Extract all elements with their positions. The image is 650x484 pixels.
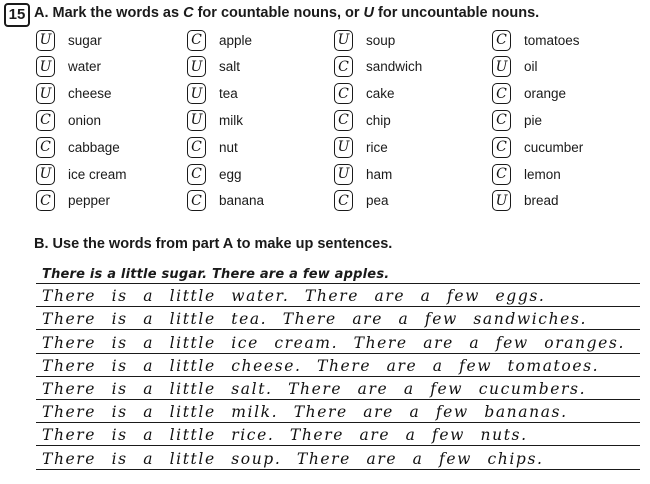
noun-word: pepper — [68, 193, 111, 209]
answer-line — [36, 448, 640, 470]
noun-item — [492, 29, 580, 51]
part-a-heading-suffix: for uncountable nouns. — [374, 5, 540, 21]
noun-item — [187, 56, 240, 78]
handwritten-sentence[interactable]: There is a little water. There are a few eggs. — [42, 287, 546, 306]
noun-item — [334, 136, 388, 158]
noun-word: water — [68, 59, 102, 75]
noun-item — [36, 109, 101, 131]
noun-word: nut — [219, 139, 238, 155]
noun-grid — [36, 29, 646, 219]
answer-box[interactable]: U — [334, 164, 353, 185]
noun-item — [334, 56, 422, 78]
answer-box[interactable]: C — [187, 30, 206, 51]
noun-item — [492, 190, 559, 212]
answer-box[interactable]: U — [36, 164, 55, 185]
example-line — [36, 262, 640, 284]
noun-word: chip — [366, 112, 391, 128]
noun-item — [334, 109, 391, 131]
answer-line — [36, 401, 640, 423]
answer-line — [36, 424, 640, 446]
example-rule — [36, 283, 640, 284]
handwritten-sentence[interactable]: There is a little salt. There are a few cucumbers. — [42, 380, 587, 398]
noun-word: pie — [524, 112, 543, 128]
part-a-heading-u: U — [363, 5, 375, 21]
answer-box[interactable]: C — [334, 190, 353, 211]
noun-item — [36, 83, 112, 105]
noun-word: onion — [68, 112, 102, 128]
noun-word: egg — [219, 166, 242, 182]
answer-box[interactable]: C — [334, 110, 353, 131]
answer-box[interactable]: U — [36, 30, 55, 51]
noun-item — [492, 83, 566, 105]
answer-box[interactable]: U — [36, 56, 55, 77]
noun-word: milk — [219, 112, 243, 128]
answer-box[interactable]: U — [187, 83, 206, 104]
noun-word: ice cream — [68, 166, 127, 182]
part-a-heading-prefix: A. Mark the words as — [34, 5, 184, 21]
noun-word: tea — [219, 86, 238, 102]
answer-box[interactable]: U — [492, 190, 511, 211]
writing-rule — [36, 329, 640, 330]
answer-box[interactable]: C — [334, 56, 353, 77]
handwritten-sentence[interactable]: There is a little milk. There are a few bananas. — [42, 403, 568, 422]
part-a-heading-middle: for countable nouns, or — [193, 5, 364, 21]
noun-item — [187, 163, 242, 185]
writing-rule — [36, 353, 640, 354]
answer-line — [36, 378, 640, 400]
answer-box[interactable]: C — [492, 30, 511, 51]
answer-box[interactable]: U — [334, 30, 353, 51]
answer-box[interactable]: U — [36, 83, 55, 104]
noun-word: cheese — [68, 86, 112, 102]
answer-line — [36, 308, 640, 330]
noun-word: apple — [219, 32, 253, 48]
writing-rule — [36, 469, 640, 470]
noun-item — [334, 190, 389, 212]
noun-word: lemon — [524, 166, 561, 182]
answer-box[interactable]: C — [187, 137, 206, 158]
exercise-number-badge: 15 — [4, 3, 30, 27]
noun-word: sandwich — [366, 59, 423, 75]
noun-item — [187, 29, 252, 51]
writing-rule — [36, 445, 640, 446]
noun-item — [187, 83, 238, 105]
noun-item — [334, 163, 392, 185]
answer-line — [36, 285, 640, 307]
handwritten-sentence[interactable]: There is a little cheese. There are a few tomatoes. — [42, 356, 600, 375]
noun-item — [492, 163, 561, 185]
answer-box[interactable]: U — [187, 56, 206, 77]
noun-word: soup — [366, 32, 396, 48]
noun-word: banana — [219, 193, 265, 209]
noun-item — [187, 136, 238, 158]
noun-word: ham — [366, 166, 393, 182]
answer-box[interactable]: U — [187, 110, 206, 131]
handwritten-sentence[interactable]: There is a little rice. There are a few nuts. — [42, 426, 528, 445]
noun-item — [492, 136, 583, 158]
noun-item — [492, 56, 538, 78]
answer-line — [36, 355, 640, 377]
noun-item — [36, 136, 120, 158]
part-a-heading — [34, 5, 539, 21]
noun-item — [36, 163, 127, 185]
part-a-heading-c: C — [183, 5, 194, 21]
noun-word: cabbage — [68, 139, 120, 155]
noun-item — [187, 190, 264, 212]
noun-item — [36, 29, 102, 51]
writing-rule — [36, 306, 640, 307]
noun-word: orange — [524, 86, 567, 102]
noun-word: sugar — [68, 32, 102, 48]
answer-box[interactable]: C — [187, 190, 206, 211]
noun-word: tomatoes — [524, 32, 580, 48]
answer-box[interactable]: C — [492, 164, 511, 185]
noun-item — [334, 83, 395, 105]
noun-word: bread — [524, 193, 559, 209]
answer-box[interactable]: C — [36, 137, 55, 158]
answer-box[interactable]: C — [492, 110, 511, 131]
handwritten-sentence[interactable]: There is a little soup. There are a few chips. — [42, 449, 544, 468]
answer-box[interactable]: C — [492, 83, 511, 104]
noun-item — [36, 190, 110, 212]
answer-box[interactable]: U — [334, 137, 353, 158]
writing-rule — [36, 422, 640, 423]
answer-box[interactable]: C — [492, 137, 511, 158]
handwritten-sentence[interactable]: There is a little tea. There are a few sandwiches. — [42, 310, 588, 329]
handwritten-sentence[interactable]: There is a little ice cream. There are a few oranges. — [42, 333, 625, 352]
answer-box[interactable]: C — [36, 190, 55, 211]
answer-box[interactable]: C — [187, 164, 206, 185]
noun-word: oil — [524, 59, 538, 75]
noun-word: pea — [366, 193, 389, 209]
part-b-heading: B. Use the words from part A to make up sentences. — [34, 236, 393, 252]
noun-item — [334, 29, 395, 51]
noun-word: salt — [219, 59, 241, 75]
example-sentence: There is a little sugar. There are a few apples. — [42, 267, 390, 282]
noun-item — [187, 109, 243, 131]
writing-rule — [36, 376, 640, 377]
noun-item — [36, 56, 101, 78]
answer-line — [36, 332, 640, 354]
writing-rule — [36, 399, 640, 400]
noun-item — [492, 109, 542, 131]
noun-word: cucumber — [524, 139, 584, 155]
noun-word: cake — [366, 86, 395, 102]
answer-box[interactable]: U — [492, 56, 511, 77]
noun-word: rice — [366, 139, 388, 155]
answer-box[interactable]: C — [36, 110, 55, 131]
answer-box[interactable]: C — [334, 83, 353, 104]
